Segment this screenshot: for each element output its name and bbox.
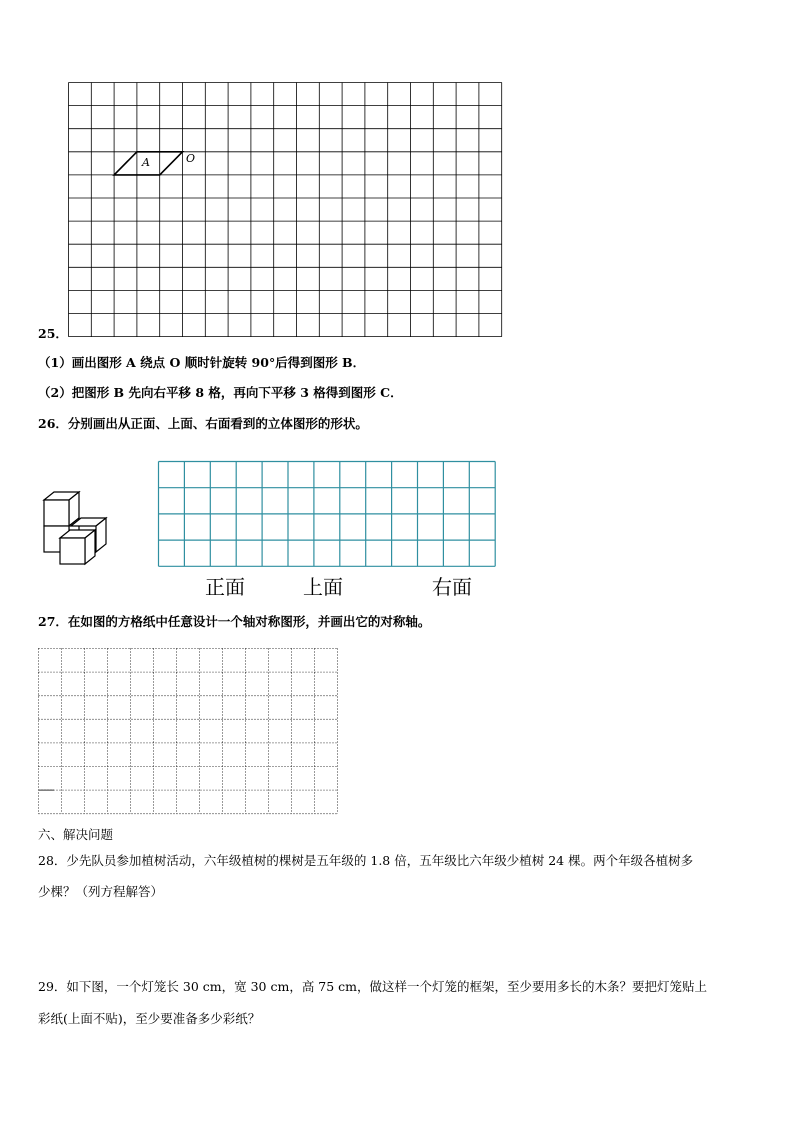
q26-label-right: 右面	[432, 575, 472, 599]
q26-label-top: 上面	[303, 575, 343, 599]
q25-part2: （2）把图形 B 先向右平移 8 格，再向下平移 3 格得到图形 C．	[38, 385, 403, 400]
q28-line2: 少棵？（列方程解答）	[38, 884, 164, 899]
q29-line2: 彩纸(上面不贴)，至少要准备多少彩纸？	[38, 1011, 261, 1026]
q26-label-front: 正面	[205, 575, 245, 599]
q25-grid	[68, 82, 502, 338]
q25-part1: （1）画出图形 A 绕点 O 顺时针旋转 90°后得到图形 B．	[38, 355, 366, 370]
q25-shape-label: A	[142, 156, 150, 169]
q26-grid	[158, 461, 495, 567]
q25-point-label: O	[186, 152, 196, 165]
q28-line1: 28．少先队员参加植树活动，六年级植树的棵树是五年级的 1.8 倍，五年级比六年级少植树 24 棵。两个年级各植树多	[38, 853, 694, 868]
section-title: 六、解决问题	[38, 827, 114, 842]
q27-question: 27．在如图的方格纸中任意设计一个轴对称图形，并画出它的对称轴。	[38, 614, 431, 629]
q26-cube-figure	[38, 488, 113, 568]
q26-question: 26．分别画出从正面、上面、右面看到的立体图形的形状。	[38, 416, 368, 431]
q25-number: 25．	[38, 326, 68, 341]
q27-dotted-grid	[38, 648, 338, 814]
q29-line1: 29．如下图，一个灯笼长 30 cm，宽 30 cm，高 75 cm，做这样一个灯笼的框架，至少要用多长的木条？要把灯笼贴上	[38, 979, 708, 994]
